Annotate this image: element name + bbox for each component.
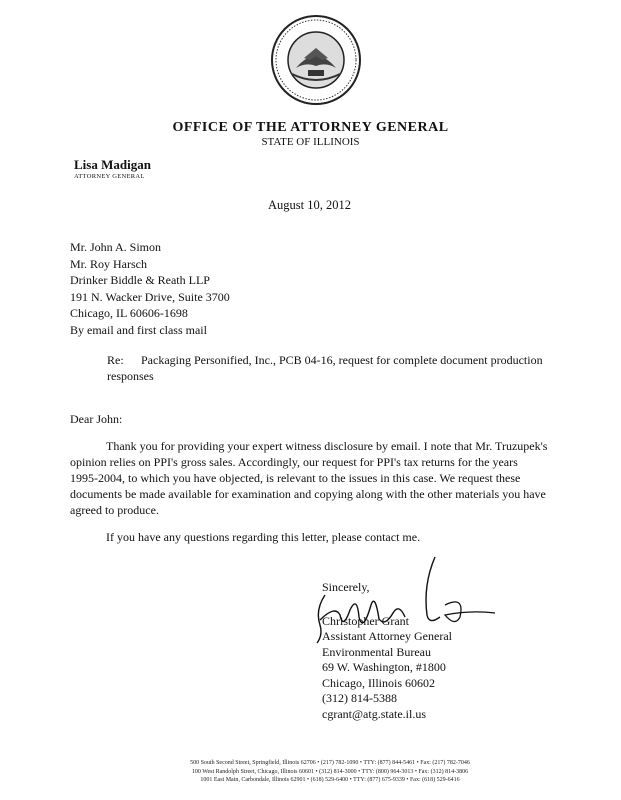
office-title: OFFICE OF THE ATTORNEY GENERAL	[172, 120, 449, 135]
signer-email: cgrant@atg.state.il.us	[322, 706, 427, 721]
letterhead-footer	[80, 759, 580, 785]
addressee-block	[70, 239, 230, 338]
addressee-line: By email and first class mail	[70, 322, 207, 337]
body-paragraph: Thank you for providing your expert witness disclosure by email. I note that Mr. Truzupek's opinion relies on PPI's gross sales. Accordingly, our request for PPI's tax returns for the years 1995-2004, to which you have objected, is relevant to the issues in this case. We request these documents be made available for examination and copying along with the other materials you have agreed to produce.	[70, 439, 548, 517]
addressee-line: Mr. Roy Harsch	[70, 256, 147, 271]
signer-name: Christopher Grant	[322, 613, 409, 628]
signer-city: Chicago, Illinois 60602	[322, 675, 435, 690]
state-seal-logo	[270, 14, 362, 106]
signature-block	[322, 580, 452, 722]
addressee-line: Drinker Biddle & Reath LLP	[70, 273, 210, 287]
attorney-general-title: ATTORNEY GENERAL	[74, 173, 145, 180]
addressee-line: Chicago, IL 60606-1698	[70, 306, 188, 320]
attorney-general-name: Lisa Madigan	[74, 157, 151, 172]
addressee-line: 191 N. Wacker Drive, Suite 3700	[70, 289, 230, 304]
footer-line: 1001 East Main, Carbondale, Illinois 62901 • (618) 529-6400 • TTY: (877) 675-9339 • Fax: (618) 529-6416	[200, 777, 460, 783]
addressee-line: Mr. John A. Simon	[70, 240, 162, 254]
closing: Sincerely,	[322, 580, 370, 594]
state-name: STATE OF ILLINOIS	[261, 136, 360, 148]
subject-line	[107, 352, 547, 384]
re-text: Packaging Personified, Inc., PCB 04-16, request for complete document production responses	[107, 353, 543, 383]
signer-address: 69 W. Washington, #1800	[322, 660, 446, 674]
footer-line: 100 West Randolph Street, Chicago, Illinois 60601 • (312) 814-3000 • TTY: (800) 964-3013 • Fax: (312) 814-3806	[191, 768, 469, 775]
re-label: Re:	[107, 353, 124, 367]
signer-bureau: Environmental Bureau	[322, 644, 431, 659]
letter-date: August 10, 2012	[268, 198, 351, 212]
greeting: Dear John:	[70, 412, 123, 426]
signer-phone: (312) 814-5388	[322, 691, 397, 705]
signer-title: Assistant Attorney General	[322, 629, 452, 643]
body-paragraph: If you have any questions regarding this letter, please contact me.	[106, 530, 421, 544]
footer-line: 500 South Second Street, Springfield, Illinois 62706 • (217) 782-1090 • TTY: (877) 844-5461 • Fax: (217) 782-7046	[190, 760, 470, 766]
